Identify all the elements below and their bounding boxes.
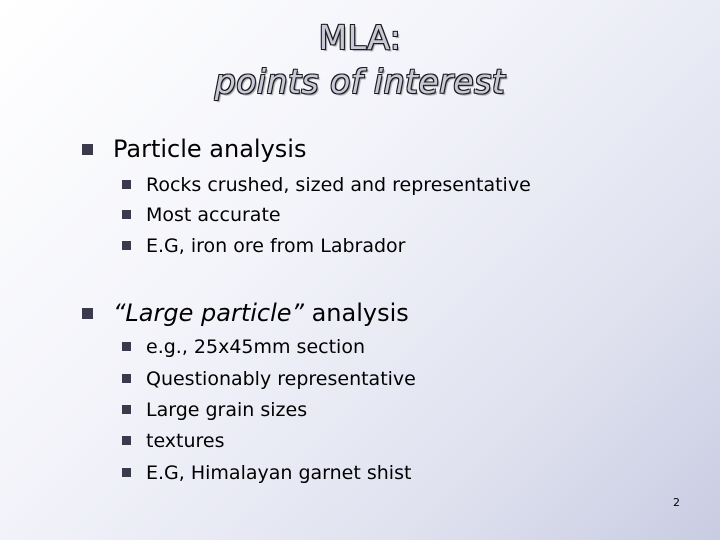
bullet-item-text: Questionably representative: [146, 368, 416, 390]
bullet-level2-item: [122, 173, 531, 197]
square-bullet-icon: [122, 436, 131, 445]
title-line-2: points of interest: [214, 62, 506, 101]
bullet-item-text: Large grain sizes: [146, 399, 308, 421]
bullet-level1-large-particle-analysis: [82, 298, 409, 328]
bullet-item-text: E.G, iron ore from Labrador: [146, 235, 406, 257]
square-bullet-icon: [122, 210, 131, 219]
bullet-level2-item: [122, 367, 416, 391]
bullet-level2-item: [122, 461, 411, 485]
bullet-level2-item: [122, 398, 307, 422]
bullet-level2-item: [122, 234, 405, 258]
title-line-1: MLA:: [318, 18, 402, 57]
square-bullet-icon: [82, 144, 93, 155]
bullet-heading-italic-text: “Large particle”: [113, 299, 304, 327]
bullet-item-text: Rocks crushed, sized and representative: [146, 174, 531, 196]
bullet-item-text: E.G, Himalayan garnet shist: [146, 462, 412, 484]
bullet-heading-text: analysis: [303, 299, 409, 327]
square-bullet-icon: [122, 468, 131, 477]
slide-number: 2: [673, 496, 680, 509]
square-bullet-icon: [122, 180, 131, 189]
square-bullet-icon: [122, 342, 131, 351]
bullet-level1-particle-analysis: [82, 134, 306, 164]
bullet-heading-text: Particle analysis: [113, 135, 307, 163]
bullet-item-text: e.g., 25x45mm section: [146, 336, 365, 358]
bullet-item-text: textures: [146, 430, 225, 452]
square-bullet-icon: [122, 374, 131, 383]
square-bullet-icon: [122, 405, 131, 414]
bullet-level2-item: [122, 203, 281, 227]
bullet-item-text: Most accurate: [146, 204, 281, 226]
bullet-level2-item: [122, 335, 365, 359]
bullet-level2-item: [122, 429, 225, 453]
square-bullet-icon: [82, 308, 93, 319]
slide-title: [0, 18, 720, 102]
square-bullet-icon: [122, 241, 131, 250]
